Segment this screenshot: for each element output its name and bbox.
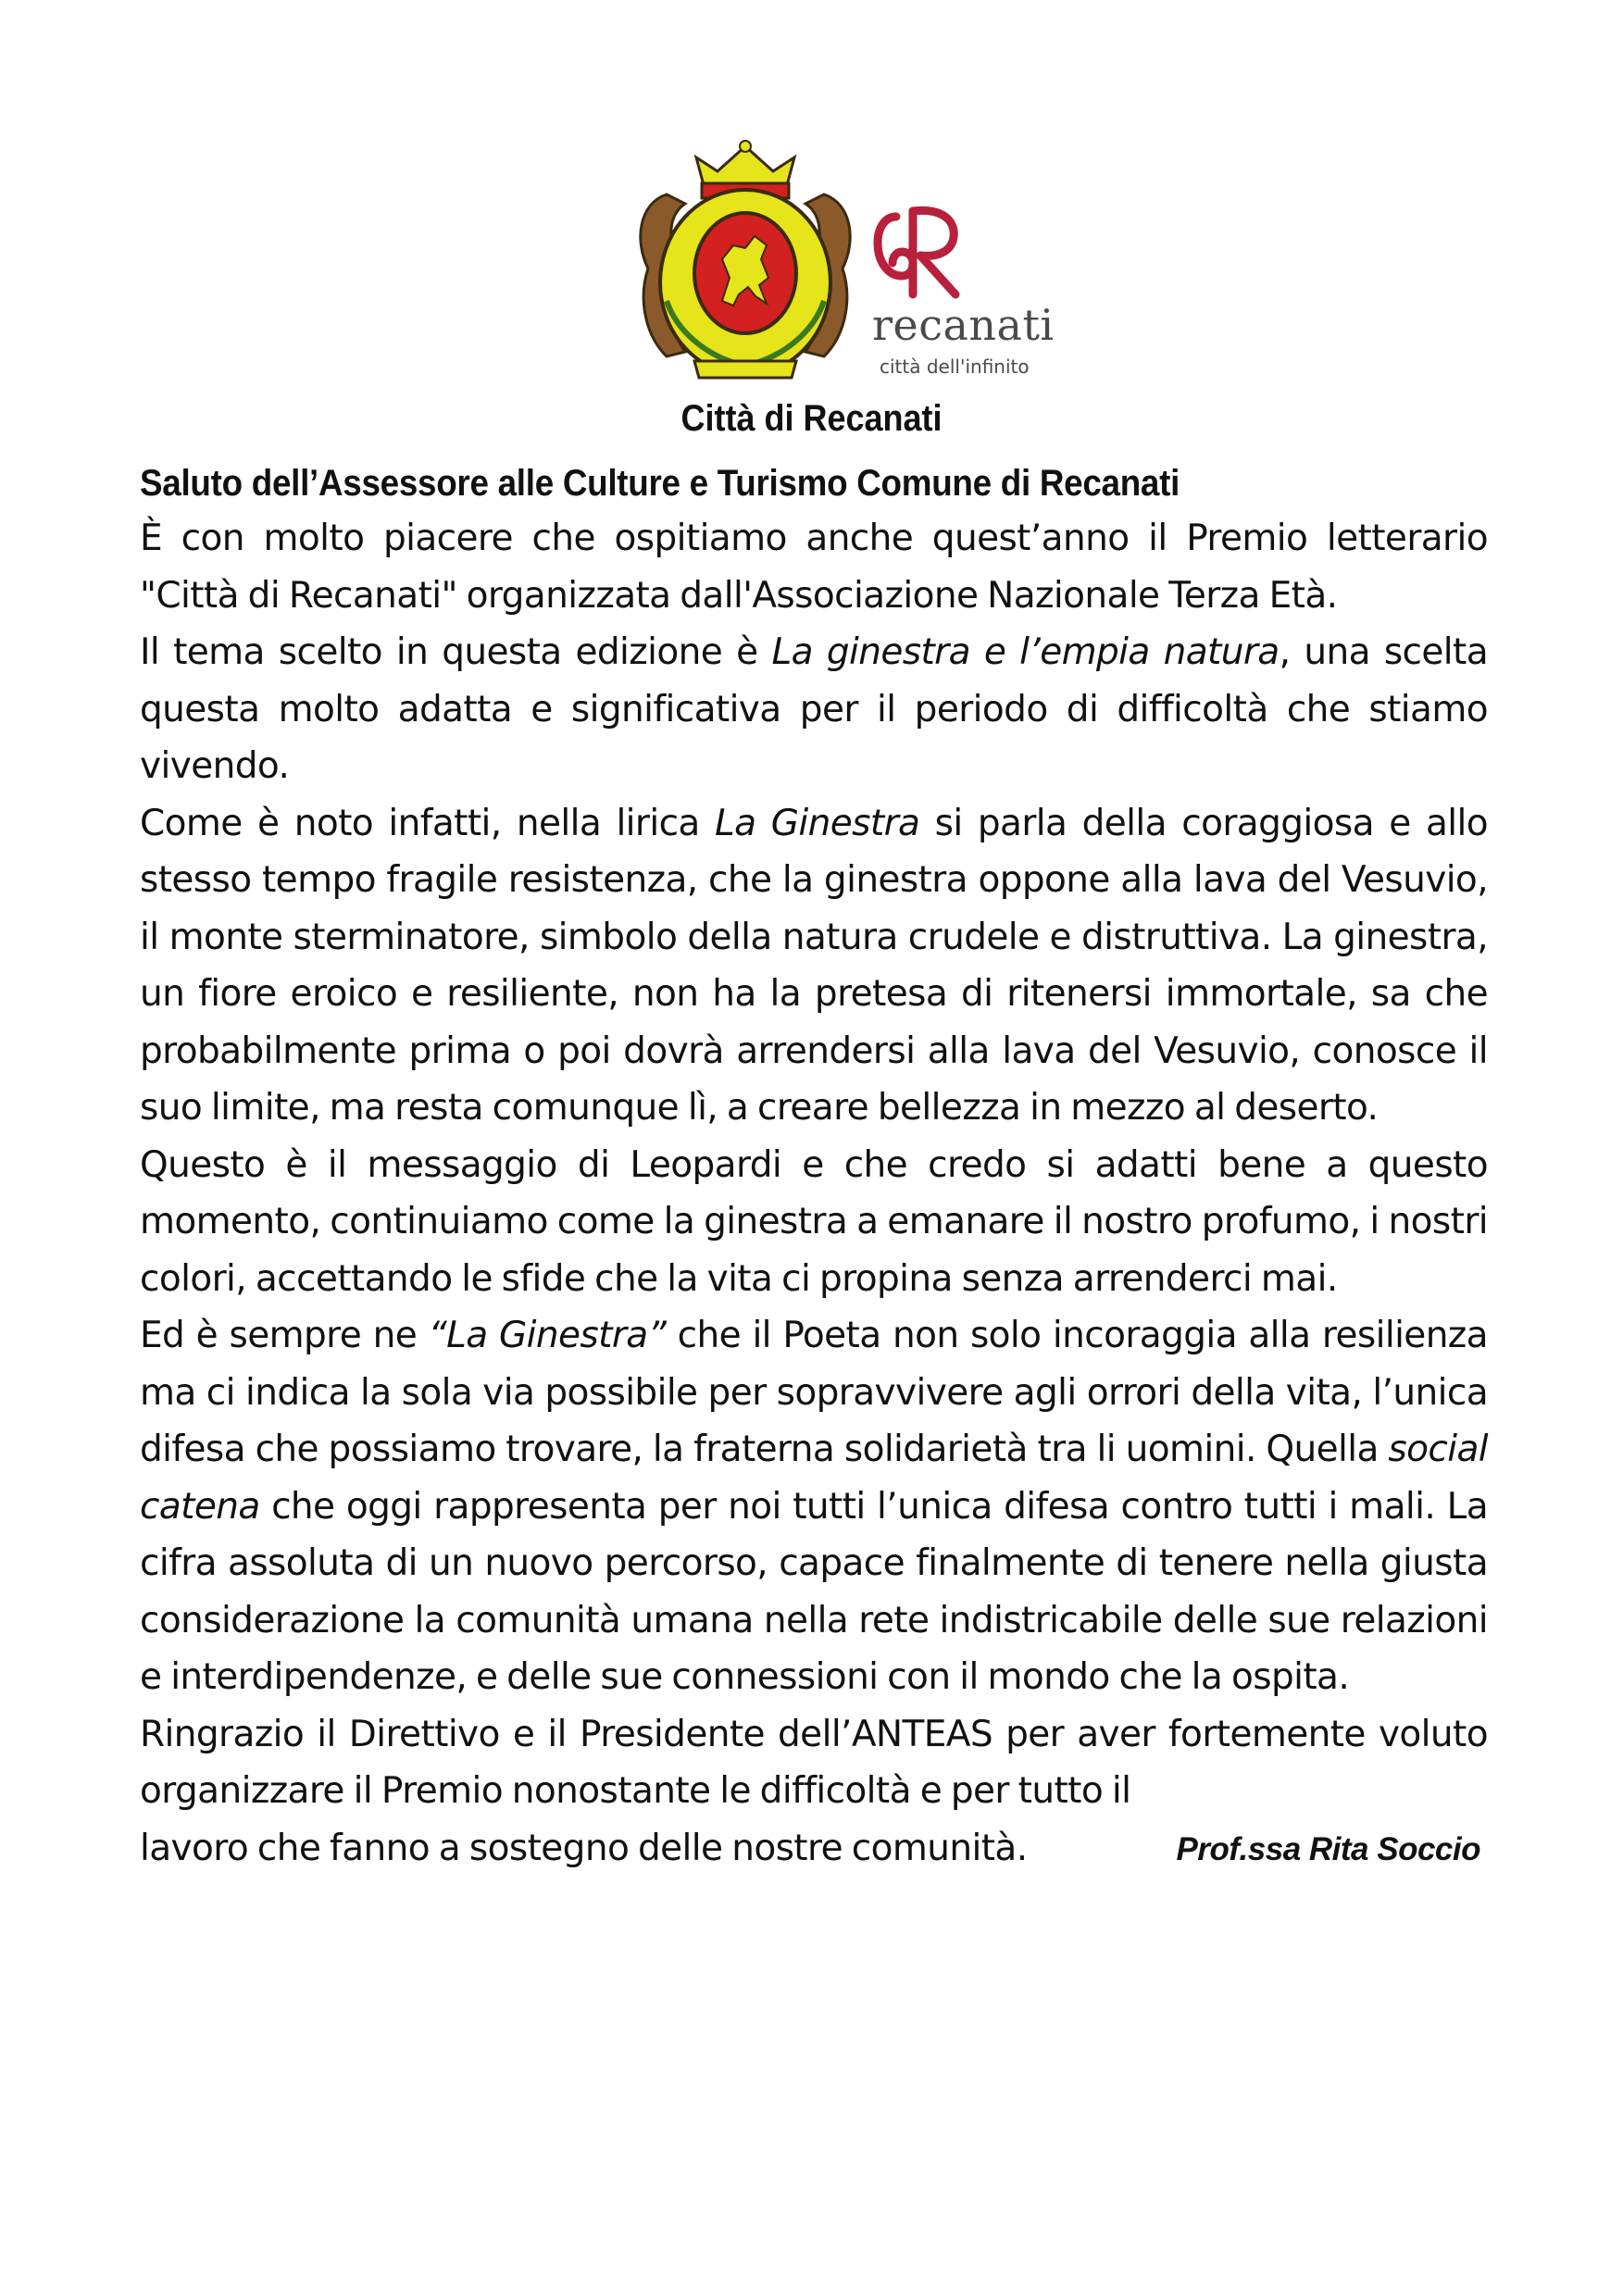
recanati-r-logo-icon [859,198,970,309]
text-run: Il tema scelto in questa edizione è [140,631,772,673]
paragraph-theme [140,624,1488,795]
signature: Prof.ssa Rita Soccio [1176,1830,1480,1867]
brand-name: recanati [872,300,1055,350]
paragraph-thanks-end: lavoro che fanno a sostegno delle nostre comunità. [140,1827,1028,1869]
recanati-coat-of-arms-icon [630,139,861,393]
brand-tagline: città dell'infinito [880,356,1030,378]
city-title: Città di Recanati [680,398,943,439]
paragraph-thanks: Ringrazio il Direttivo e il Presidente dell’ANTEAS per aver fortemente voluto organizzare il Premio nonostante le difficoltà e per tutto il [140,1713,1488,1812]
closing-line [140,1820,1488,1878]
text-run: che il Poeta non solo incoraggia alla resilienza ma ci indica la sola via possibile per sopravvivere agli orrori della vita, l’unica difesa che possiamo trovare, la fraterna solidarietà tra li uomini. Quella [140,1315,1488,1470]
paragraph-message: Questo è il messaggio di Leopardi e che credo si adatti bene a questo momento, continuiamo come la ginestra a emanare il nostro profumo, i nostri colori, accettando le sfide che la vita ci propina senza arrenderci mai. [140,1143,1488,1300]
text-run: Come è noto infatti, nella lirica [140,802,716,844]
paragraph-intro: È con molto piacere che ospitiamo anche quest’anno il Premio letterario "Città di Recanati" organizzata dall'Associazione Nazionale Terza Età. [140,518,1488,617]
text-run: Ed è sempre ne [140,1315,429,1356]
italic-title: La ginestra e l’empia natura [771,631,1280,673]
recanati-brand [859,198,1055,411]
text-run: si parla della coraggiosa e allo stesso tempo fragile resistenza, che la ginestra oppone alla lava del Vesuvio, il monte sterminatore, simbolo della natura crudele e distruttiva. La ginestra, un fiore eroico e resiliente, non ha la pretesa di ritenersi immortale, sa che probabilmente prima o poi dovrà arrendersi alla lava del Vesuvio, conosce il suo limite, ma resta comunque lì, a creare bellezza in mezzo al deserto. [140,802,1488,1129]
paragraph-ginestra [140,795,1488,1137]
italic-title: La Ginestra [715,802,920,844]
letter-heading: Saluto dell’Assessore alle Culture e Turismo Comune di Recanati [140,463,1180,504]
letter-body [140,463,1488,1877]
italic-phrase: social catena [140,1429,1488,1528]
italic-title: “La Ginestra” [428,1315,667,1356]
header-logos [630,139,1055,407]
text-run: che oggi rappresenta per noi tutti l’unica difesa contro tutti i mali. La cifra assoluta di un nuovo percorso, capace finalmente di tenere nella giusta considerazione la comunità umana nella rete indistricabile delle sue relazioni e interdipendenze, e delle sue connessioni con il mondo che la ospita. [140,1485,1488,1698]
paragraph-resilience [140,1307,1488,1706]
text-run: , una scelta questa molto adatta e significativa per il periodo di difficoltà che stiamo vivendo. [140,631,1488,787]
